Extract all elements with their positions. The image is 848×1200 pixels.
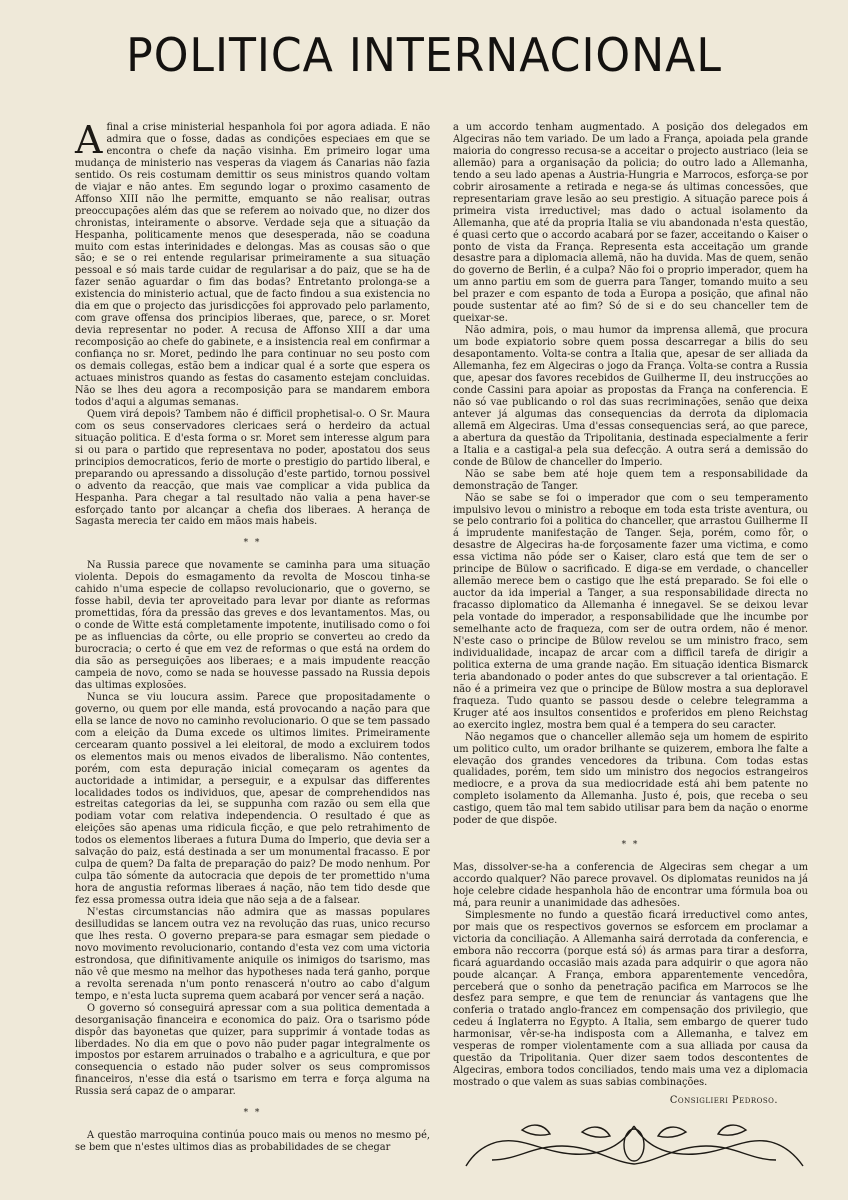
- paragraph: A questão marroquina continúa pouco mais ou menos no mesmo pé, se bem que n'estes ultimos dias as probabilidades de se chegar: [75, 1130, 430, 1154]
- right-column: [453, 122, 808, 827]
- paragraph: O governo só conseguirá apressar com a sua politica dementada a desorganisação financeira e economica do paiz. Ora o tsarismo póde dispôr das bayonetas que quizer, para supprimir á vontade todas as liberdades. No dia em que o povo não puder pagar integralmente os impostos por estarem arruinados o trabalho e a agricultura, e que por consequencia o estado não puder solver os seus compromissos financeiros, n'esse dia está o tsarismo em terra e força alguma na Russia será capaz de o amparar.: [75, 1002, 430, 1098]
- page-title: POLITICA INTERNACIONAL: [126, 28, 722, 82]
- paragraph: Não se sabe bem até hoje quem tem a responsabilidade da demonstração de Tanger.: [453, 468, 808, 492]
- paragraph: a um accordo tenham augmentado. A posição dos delegados em Algeciras não tem variado. De um lado a França, apoiada pela grande maioria do congresso recusa-se a acceitar o projecto austriaco (leia se allemão) para a organisação da policia; do outro lado a Allemanha, tendo a seu lado apenas a Austria-Hungria e Marrocos, esforça-se por cobrir airosamente a retirada e nega-se ás ultimas concessões, que representariam grave lesão ao seu prestigio. A situação parece pois á primeira vista irreductivel; mas dado o actual isolamento da Allemanha, que até da propria Italia se viu abandonada n'esta questão, é quasi certo que o accordo acabará por se fazer, acceitando o Kaiser o ponto de vista da França. Representa esta acceitação um grande desastre para a diplomacia allemã, não ha duvida. Mas de quem, senão do governo de Berlin, é a culpa? Não foi o proprio imperador, quem ha um anno partiu em som de guerra para Tanger, tomando muito a seu bel prazer e com espanto de toda a Europa a posição, que afinal não poude sustentar até ao fim? Só de si e do seu chanceller tem de queixar-se.: [453, 122, 808, 325]
- paragraph: Simplesmente no fundo a questão ficará irreductivel como antes, por mais que os respectivos governos se esforcem em proclamar a victoria da conciliação. A Allemanha sairá derrotada da conferencia, e embora não reccorra (porque está só) ás armas para tirar a desforra, ficará aguardando occasião mais azada para adquirir o que agora não poude alcançar. A França, embora apparentemente vencedôra, perceberá que o sonho da penetração pacifica em Marrocos se lhe desfez para sempre, e que tem de renunciar ás vantagens que lhe conferia o tratado anglo-francez em compensação dos privilegio, que cedeu á Inglaterra no Egypto. A Italia, sem embargo de querer tudo harmonisar, vêr-se-ha indisposta com a Allemanha, e talvez em vesperas de romper violentamente com a sua alliada por causa da questão da Tripolitania. Quer dizer saem todos descontentes de Algeciras, embora todos conciliados, tendo mais uma vez a diplomacia mostrado o que valem as suas sabias combinações.: [453, 909, 808, 1089]
- paragraph: Nunca se viu loucura assim. Parece que propositadamente o governo, ou quem por elle manda, está provocando a nação para que ella se lance de novo no caminho revolucionario. O que se tem passado com a eleição da Duma excede os ultimos limites. Primeiramente cercearam quanto possivel a lei eleitoral, de modo a excluirem todos os elementos mais ou menos eivados de liberalismo. Não contentes, porém, com esta depuração inicial começaram os agentes da auctoridade a intimidar, a perseguir, e a expulsar das differentes localidades todos os individuos, que, apesar de comprehendidos nas estreitas categorias da lei, se suppunha com razão ou sem ella que podiam votar com relativa independencia. O resultado é que as eleições são apenas uma ridicula ficção, e que pelo retrahimento de todos os elementos liberaes a futura Duma do Imperio, que devia ser a salvação do paiz, está destinada a ser um monumental fracasso. E por culpa de quem? Da falta de preparação do paiz? De modo nenhum. Por culpa tão sómente da autocracia que depois de ter promettido n'uma hora de angustia reformas liberaes á nação, não tem tido desde que fez essa promessa outra ideia que não seja a de a falsear.: [75, 691, 430, 907]
- decorative-ornament: [462, 1116, 807, 1174]
- section-separator: * *: [243, 538, 262, 549]
- paragraph: Mas, dissolver-se-ha a conferencia de Algeciras sem chegar a um accordo qualquer? Não parece provavel. Os diplomatas reunidos na já hoje celebre cidade hespanhola hão de encontrar uma fórmula boa ou má, para reunir a unanimidade das adhesões.: [453, 862, 808, 909]
- paragraph: Não se sabe se foi o imperador que com o seu temperamento impulsivo levou o ministro a reboque em toda esta triste aventura, ou se pelo contrario foi a politica do chanceller, que arrastou Guilherme II á imprudente manifestação de Tanger. Seja, porém, como fôr, o desastre de Algeciras ha-de forçosamente fazer uma victima, e como essa victima não póde ser o Kaiser, claro está que tem de ser o principe de Bülow o sacrificado. E diga-se em verdade, o chanceller allemão merece bem o castigo que lhe está preparado. Se foi elle o auctor da ida imperial a Tanger, a sua responsabilidade directa no fracasso diplomatico da Allemanha é innegavel. Se se deixou levar pela vontade do imperador, a responsabilidade que lhe incumbe por semelhante acto de fraqueza, com ser de outra ordem, não é menor. N'este caso o principe de Bülow revelou se um ministro fraco, sem individualidade, incapaz de arcar com a difficil tarefa de dirigir a politica externa de uma grande nação. Em situação identica Bismarck teria abandonado o poder antes do que subscrever a tal orientação. E não é a primeira vez que o principe de Bülow mostra a sua deploravel fraqueza. Tudo quanto se passou desde o celebre telegramma a Kruger até aos insultos consentidos e proferidos em pleno Reichstag ao exercito inglez, mostra bem qual é a tempera do seu caracter.: [453, 492, 808, 731]
- right-column-lower: [453, 830, 808, 1107]
- section-separator: * *: [621, 840, 640, 850]
- paragraph-text: final a crise ministerial hespanhola foi por agora adiada. E não admira que o fosse, dadas as condições especiaes em que se encontra o chefe da nação visinha. Em primeiro logar uma mudança de ministerio nas vesperas da viagem ás Canarias não fazia sentido. Os reis costumam demittir os seus ministros quando voltam de viajar e não antes. Em segundo logar o proximo casamento de Affonso XIII não lhe permitte, emquanto se não realisar, outras preoccupações além das que se referem ao noivado que, no dizer dos chronistas, inteiramente o absorve. Verdade seja que a situação da Hespanha, politicamente menos que desesperada, não se coaduna muito com estas interinidades e delongas. Mas as cousas são o que são; e se o rei entende regularisar primeiramente a sua situação pessoal e só mais tarde cuidar de regularisar a do paiz, que se ha de fazer senão aguardar o fim das bodas? Entretanto prolonga-se a existencia do ministerio actual, que de facto findou a sua existencia no dia em que o projecto das jurisdicções foi approvado pelo parlamento, com grave offensa dos principios liberaes, que, parece, o sr. Moret devia representar no poder. A recusa de Affonso XIII a dar uma recomposição ao chefe do gabinete, e a insistencia real em confirmar a confiança no sr. Moret, pedindo lhe para continuar no seu posto com os demais collegas, estão bem a indicar qual é a sorte que espera os actuaes ministros quando as festas do casamento estejam concluidas. Não se lhes deu agora a recomposição para se mandarem embora todos d'aqui a algumas semanas.: [75, 122, 430, 408]
- section-separator: * *: [243, 1108, 262, 1119]
- drop-cap: A: [75, 118, 103, 162]
- author-signature: Consiglieri Pedroso.: [669, 1095, 778, 1107]
- left-column: [75, 118, 430, 1187]
- paragraph: [75, 118, 430, 409]
- paragraph: Na Russia parece que novamente se caminha para uma situação violenta. Depois do esmagamento da revolta de Moscou tinha-se cahido n'uma especie de collapso revolucionario, que o governo, se fosse habil, devia ter aproveitado para levar por diante as reformas promettidas, fóra da pressão das greves e dos levantamentos. Mas, ou o conde de Witte está completamente impotente, inutilisado como o foi pe as influencias da côrte, ou elle proprio se converteu ao credo da burocracia; o certo é que em vez de reformas o que está na ordem do dia são as perseguições aos liberaes; e a mais impudente reacção campeia de novo, como se nada se houvesse passado na Russia depois das ultimas explosões.: [75, 560, 430, 691]
- paragraph: N'estas circumstancias não admira que as massas populares desilludidas se lancem outra vez na revolução das ruas, unico recurso que lhes resta. O governo prepara-se para esmagar sem piedade o novo movimento revolucionario, contando d'esta vez com uma victoria estrondosa, que difinitivamente aniquile os inimigos do tsarismo, mas não vê que mesmo na melhor das hypotheses nada terá ganho, porque a revolta serenada n'um ponto renascerá n'outro ao cabo d'algum tempo, e n'esta lucta suprema quem acabará por vencer será a nação.: [75, 907, 430, 1002]
- paragraph: Quem virá depois? Tambem não é difficil prophetisal-o. O Sr. Maura com os seus conservadores clericaes será o herdeiro da actual situação politica. E d'esta forma o sr. Moret sem interesse algum para si ou para o partido que representava no poder, apostatou dos seus principios democraticos, ferio de morte o prestigio do partido liberal, e preparando ou apressando a dissolução d'este partido, tornou possivel o advento da reacção, que mais vae complicar a vida publica da Hespanha. Para chegar a tal resultado não valia a pena haver-se esforçado tanto por alcançar a chefia dos liberaes. A herança de Sagasta merecia ter caido em mãos mais habeis.: [75, 408, 430, 528]
- paragraph: Não negamos que o chanceller allemão seja um homem de espirito um politico culto, um orador brilhante se quizerem, embora lhe falte a elevação dos grandes vencedores da tribuna. Com todas estas qualidades, porém, tem sido um ministro dos negocios estrangeiros mediocre, e a prova da sua mediocridade está ahi bem patente no completo isolamento da Allemanha. Justo é, pois, que receba o seu castigo, quem tão mal tem sabido utilisar para bem da nação o enorme poder de que dispõe.: [453, 731, 808, 827]
- paragraph: Não admira, pois, o mau humor da imprensa allemã, que procura um bode expiatorio sobre quem possa descarregar a bilis do seu desapontamento. Volta-se contra a Italia que, apesar de ser alliada da Allemanha, fez em Algeciras o jogo da França. Volta-se contra a Russia que, apesar dos favores recebidos de Guilherme II, deu instrucções ao conde Cassini para apoiar as propostas da França na conferencia. E não só vae publicando o rol das suas recriminações, senão que deixa antever já algumas das consequencias da derrota da diplomacia allemã em Algeciras. Uma d'essas consequencias será, ao que parece, a abertura da questão da Tripolitania, destinada especialmente a ferir a Italia e a castigal-a pela sua defecção. A outra será a demissão do conde de Bülow de chanceller do Imperio.: [453, 325, 808, 468]
